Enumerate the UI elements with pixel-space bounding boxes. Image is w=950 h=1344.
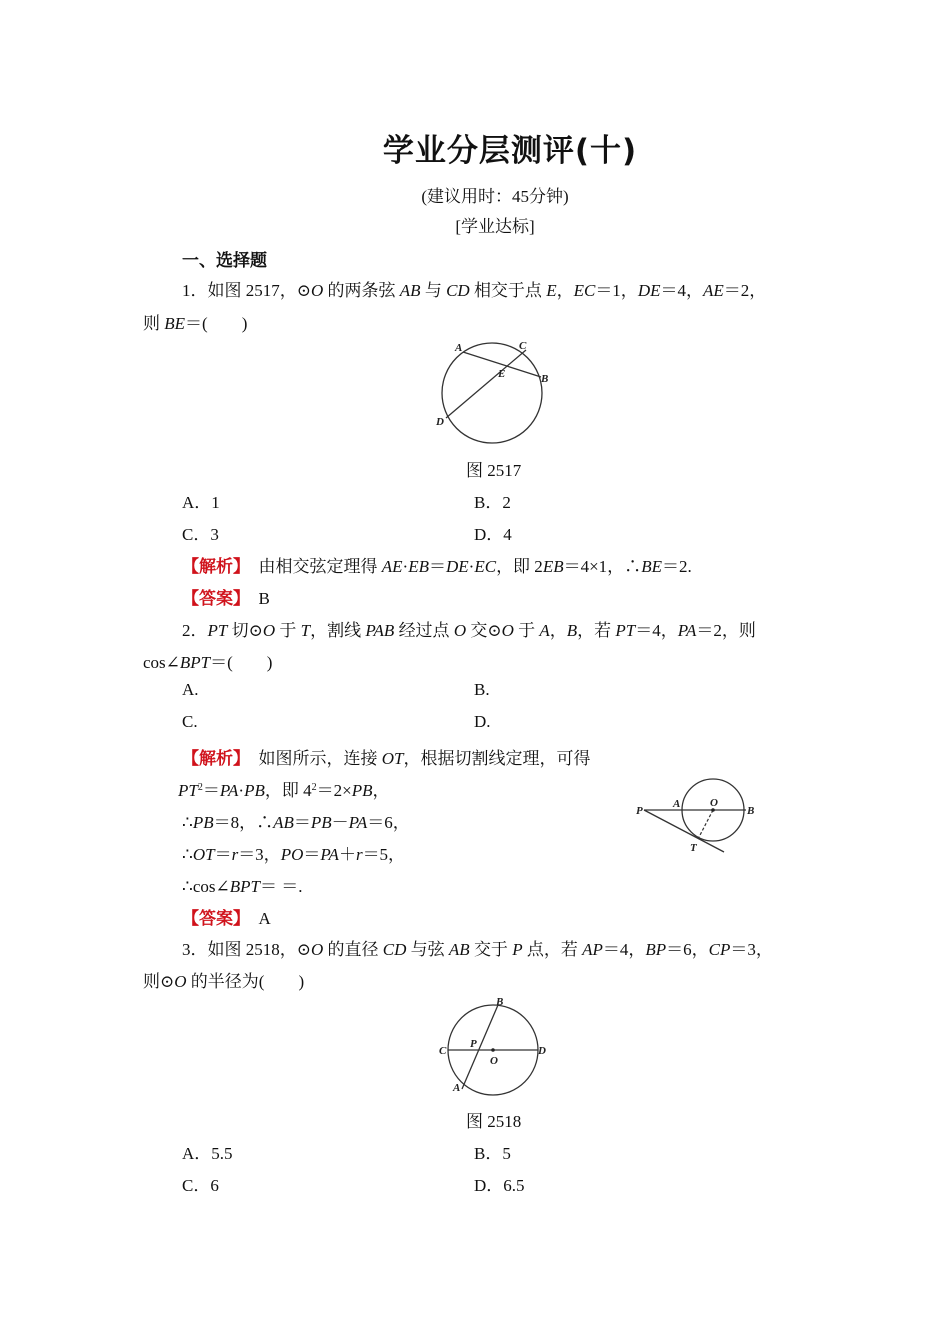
q2-option-a[interactable]: A. — [182, 680, 199, 699]
q3-option-b[interactable]: B．5 — [474, 1144, 511, 1163]
q1-jiexi-tag: 【解析】 — [182, 557, 242, 576]
q2-step-3: ∴OT＝r＝3，PO＝PA＋r＝5， — [182, 845, 406, 864]
q3-chord-ab — [462, 1005, 498, 1089]
q1-option-d[interactable]: D．4 — [474, 525, 512, 544]
q3-option-d[interactable]: D．6.5 — [474, 1176, 525, 1195]
q1-number: 1 — [182, 281, 191, 300]
q2-step-2: ∴PB＝8，∴AB＝PB－PA＝6， — [182, 813, 410, 832]
q3-label-o: O — [490, 1055, 498, 1067]
q2-stem-line1: 2．PT 切⊙O 于 T，割线 PAB 经过点 O 交⊙O 于 A，B，若 PT＝4，PA＝2，则 — [182, 621, 756, 640]
q2-answer-row — [182, 904, 271, 929]
q2-jiexi-tag: 【解析】 — [182, 749, 242, 768]
q3-number: 3 — [182, 940, 191, 959]
q3-figure-caption: 图 2518 — [466, 1112, 522, 1131]
page-title: 学业分层测评(十) — [382, 133, 638, 169]
q2-label-p: P — [636, 805, 643, 817]
q3-center-dot — [491, 1048, 495, 1052]
q3-label-p: P — [470, 1038, 477, 1050]
q3-label-a: A — [453, 1082, 461, 1094]
q2-step-1: $PT^2=PA\cdot PB$，即 $4^2=2\times PB$， — [178, 781, 390, 800]
q1-circle — [442, 343, 542, 443]
q3-label-d: D — [538, 1045, 546, 1057]
q3-stem-line1: 3．如图 2518，⊙O 的直径 CD 与弦 AB 交于 P 点，若 AP＝4，BP＝6，CP＝3， — [182, 940, 773, 959]
q1-label-b: B — [541, 373, 549, 385]
q2-label-t: T — [690, 842, 697, 854]
q3-option-a[interactable]: A．5.5 — [182, 1144, 233, 1163]
q2-step-4: ∴cos∠BPT＝ ＝. — [182, 877, 303, 896]
q2-option-b[interactable]: B. — [474, 680, 490, 699]
q3-label-b: B — [496, 996, 504, 1008]
q1-daan-tag: 【答案】 — [182, 589, 242, 608]
q2-answer: A — [258, 909, 271, 928]
q2-radius-ot — [698, 810, 713, 839]
level-tag: [学业达标] — [455, 217, 535, 236]
q3-figure — [432, 994, 556, 1098]
q1-answer-row — [182, 584, 270, 609]
q1-label-d: D — [436, 416, 444, 428]
q2-tangent-pt — [644, 810, 724, 852]
q1-chord-cd — [446, 350, 526, 418]
q3-stem-line2: 则⊙O 的半径为( ) — [143, 972, 305, 991]
q1-figure — [428, 338, 558, 450]
q1-label-e: E — [498, 368, 506, 380]
q2-option-d[interactable]: D. — [474, 712, 491, 731]
q1-analysis: 【解析】 由相交弦定理得 AE·EB＝DE·EC，即 2EB＝4×1，∴BE＝2. — [182, 557, 692, 576]
q1-answer: B — [258, 589, 270, 608]
q3-option-c[interactable]: C．6 — [182, 1176, 219, 1195]
q1-option-a[interactable]: A．1 — [182, 493, 220, 512]
q2-option-c[interactable]: C. — [182, 712, 198, 731]
suggested-time: (建议用时：45分钟) — [421, 187, 569, 206]
q1-label-a: A — [455, 342, 463, 354]
q2-stem-line2: cos∠BPT＝( ) — [143, 653, 273, 672]
q1-label-c: C — [519, 340, 527, 352]
q1-figure-caption: 图 2517 — [466, 461, 522, 480]
q2-daan-tag: 【答案】 — [182, 909, 242, 928]
q1-stem-line2: 则 BE＝( ) — [143, 314, 248, 333]
q2-analysis: 【解析】 如图所示，连接 OT，根据切割线定理，可得 — [182, 749, 591, 768]
q1-stem-line1: 1．如图 2517，⊙O 的两条弦 AB 与 CD 相交于点 E，EC＝1，DE＝4，AE＝2， — [182, 281, 767, 300]
q2-number: 2 — [182, 621, 191, 640]
q2-label-o: O — [710, 797, 718, 809]
section-heading: 一、选择题 — [182, 251, 267, 270]
q2-figure — [630, 772, 760, 854]
q1-option-b[interactable]: B．2 — [474, 493, 511, 512]
q2-label-b: B — [747, 805, 755, 817]
q3-label-c: C — [439, 1045, 447, 1057]
q1-option-c[interactable]: C．3 — [182, 525, 219, 544]
q2-label-a: A — [673, 798, 681, 810]
